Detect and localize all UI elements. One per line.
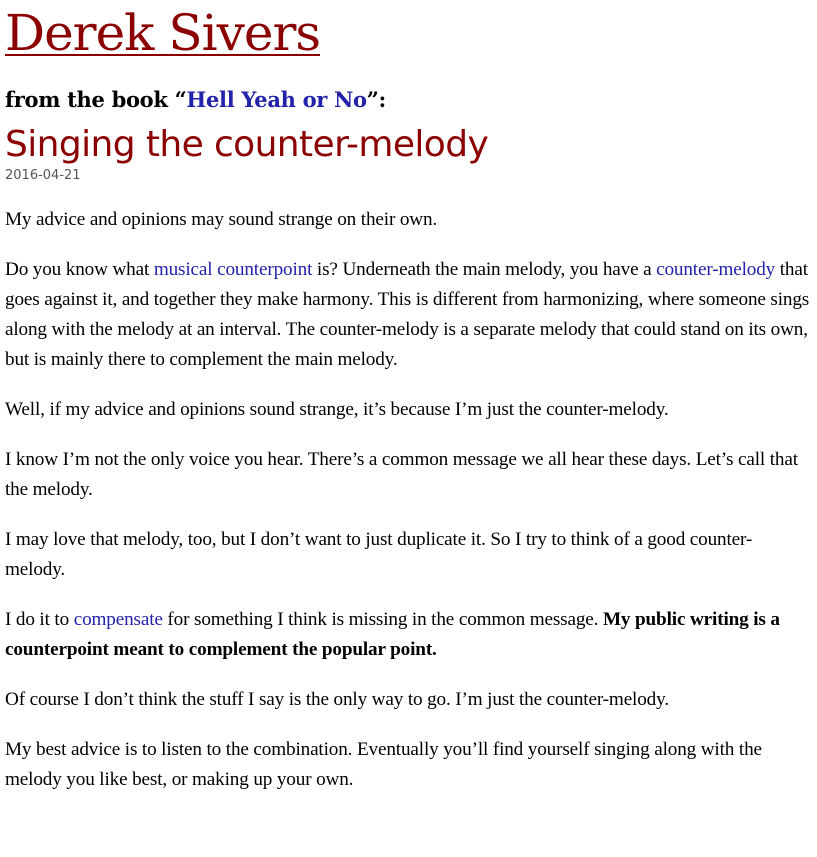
book-line-suffix: ”:	[366, 87, 386, 112]
paragraph-4: I know I’m not the only voice you hear. There’s a common message we all hear these days. Let’s call that the melody.	[5, 449, 798, 500]
post-date: 2016-04-21	[5, 168, 81, 183]
book-line-prefix: from the book “	[5, 87, 187, 112]
post-title: Singing the counter-melody	[5, 124, 489, 165]
paragraph-1: My advice and opinions may sound strange on their own.	[5, 209, 438, 230]
paragraph-2-text-a: Do you know what	[5, 259, 154, 280]
book-title-link[interactable]: Hell Yeah or No	[186, 87, 367, 112]
paragraph-2-text-c: that goes against it, and together they make harmony. This is different from harmonizing, where someone sings along with the melody at an interval. The counter-melody is a separate melody that could stand on its own, but is mainly there to complement the main melody.	[5, 259, 810, 370]
article-body	[5, 205, 812, 795]
paragraph-2	[5, 255, 812, 375]
paragraph-6-text-b: for something I think is missing in the common message.	[162, 609, 603, 630]
site-title	[5, 0, 812, 64]
paragraph-6	[5, 605, 812, 665]
paragraph-2-text-b: is? Underneath the main melody, you have a	[312, 259, 657, 280]
book-source-line	[5, 86, 812, 114]
musical-counterpoint-link[interactable]: musical counterpoint	[153, 259, 313, 280]
counter-melody-link[interactable]: counter-melody	[656, 259, 776, 280]
paragraph-6-bold-statement: My public writing is a counterpoint meant to complement the popular point.	[5, 609, 780, 660]
paragraph-8: My best advice is to listen to the combination. Eventually you’ll find yourself singing along with the melody you like best, or making up your own.	[5, 739, 762, 790]
compensate-link[interactable]: compensate	[73, 609, 163, 630]
paragraph-3: Well, if my advice and opinions sound strange, it’s because I’m just the counter-melody.	[5, 399, 669, 420]
paragraph-6-text-a: I do it to	[5, 609, 74, 630]
paragraph-5: I may love that melody, too, but I don’t want to just duplicate it. So I try to think of a good counter-melody.	[5, 529, 753, 580]
site-title-link[interactable]: Derek Sivers	[5, 4, 321, 62]
paragraph-7: Of course I don’t think the stuff I say is the only way to go. I’m just the counter-melody.	[5, 689, 669, 710]
